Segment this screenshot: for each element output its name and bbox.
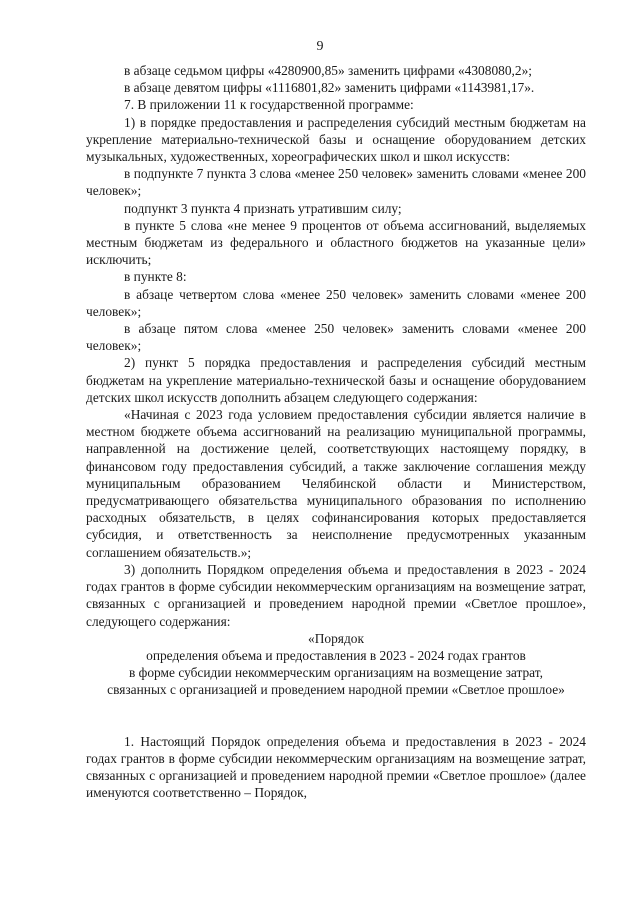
- paragraph: в абзаце пятом слова «менее 250 человек» заменить словами «менее 200 человек»;: [86, 321, 586, 354]
- paragraph: 1. Настоящий Порядок определения объема и предоставления в 2023 - 2024 годах грантов в форме субсидии некоммерческим организациям на возмещение затрат, связанных с организацией и проведением народной премии «Светлое прошлое» (далее именуются соответственно – Порядок,: [86, 733, 586, 801]
- paragraph: в абзаце седьмом цифры «4280900,85» заменить цифрами «4308080,2»;: [124, 63, 532, 78]
- paragraph: 3) дополнить Порядком определения объема и предоставления в 2023 - 2024 годах грантов в форме субсидии некоммерческим организациям на возмещение затрат, связанных с организацией и проведением народной премии «Светлое прошлое», следующего содержания:: [86, 561, 586, 629]
- document-body: [86, 62, 586, 801]
- page-number: 9: [316, 39, 324, 54]
- paragraph: в абзаце девятом цифры «1116801,82» заменить цифрами «1143981,17».: [124, 80, 535, 96]
- heading-line: в форме субсидии некоммерческим организациям на возмещение затрат,: [129, 665, 543, 681]
- paragraph: подпункт 3 пункта 4 признать утратившим силу;: [124, 200, 402, 216]
- heading-line: связанных с организацией и проведением народной премии «Светлое прошлое»: [107, 682, 565, 698]
- paragraph: 2) пункт 5 порядка предоставления и распределения субсидий местным бюджетам на укрепление материально-технической базы и оснащение оборудованием детских школ искусств дополнить абзацем следующего содержания:: [86, 355, 586, 405]
- paragraph: в пункте 8:: [124, 269, 187, 285]
- quoted-paragraph: «Начиная с 2023 года условием предоставления субсидии является наличие в местном бюджете объема ассигнований на реализацию муниципальной программы, направленной на достижение целей, соответствующих настоящему порядку, в финансовом году предоставления субсидий, а также заключение соглашения между муниципальным образованием Челябинской области и Министерством, предусматривающего обязательства муниципального образования по исполнению расходных обязательств, в целях софинансирования которых предоставляется субсидия, и ответственность за неисполнение предусмотренных указанным соглашением обязательств.»;: [86, 407, 586, 560]
- paragraph: 1) в порядке предоставления и распределения субсидий местным бюджетам на укрепление материально-технической базы и оснащение оборудованием детских музыкальных, художественных, хореографических школ и школ искусств:: [86, 114, 586, 165]
- paragraph: в абзаце четвертом слова «менее 250 человек» заменить словами «менее 200 человек»;: [86, 286, 586, 319]
- heading-line: определения объема и предоставления в 2023 - 2024 годах грантов: [146, 647, 526, 663]
- paragraph: 7. В приложении 11 к государственной программе:: [124, 97, 414, 113]
- heading-line: «Порядок: [308, 630, 364, 646]
- paragraph: в подпункте 7 пункта 3 слова «менее 250 человек» заменить словами «менее 200 человек»;: [86, 166, 586, 199]
- spacer: [86, 699, 586, 733]
- paragraph: в пункте 5 слова «не менее 9 процентов от объема ассигнований, выделяемых местным бюджетам из федерального и областного бюджетов на указанные цели» исключить;: [86, 217, 586, 268]
